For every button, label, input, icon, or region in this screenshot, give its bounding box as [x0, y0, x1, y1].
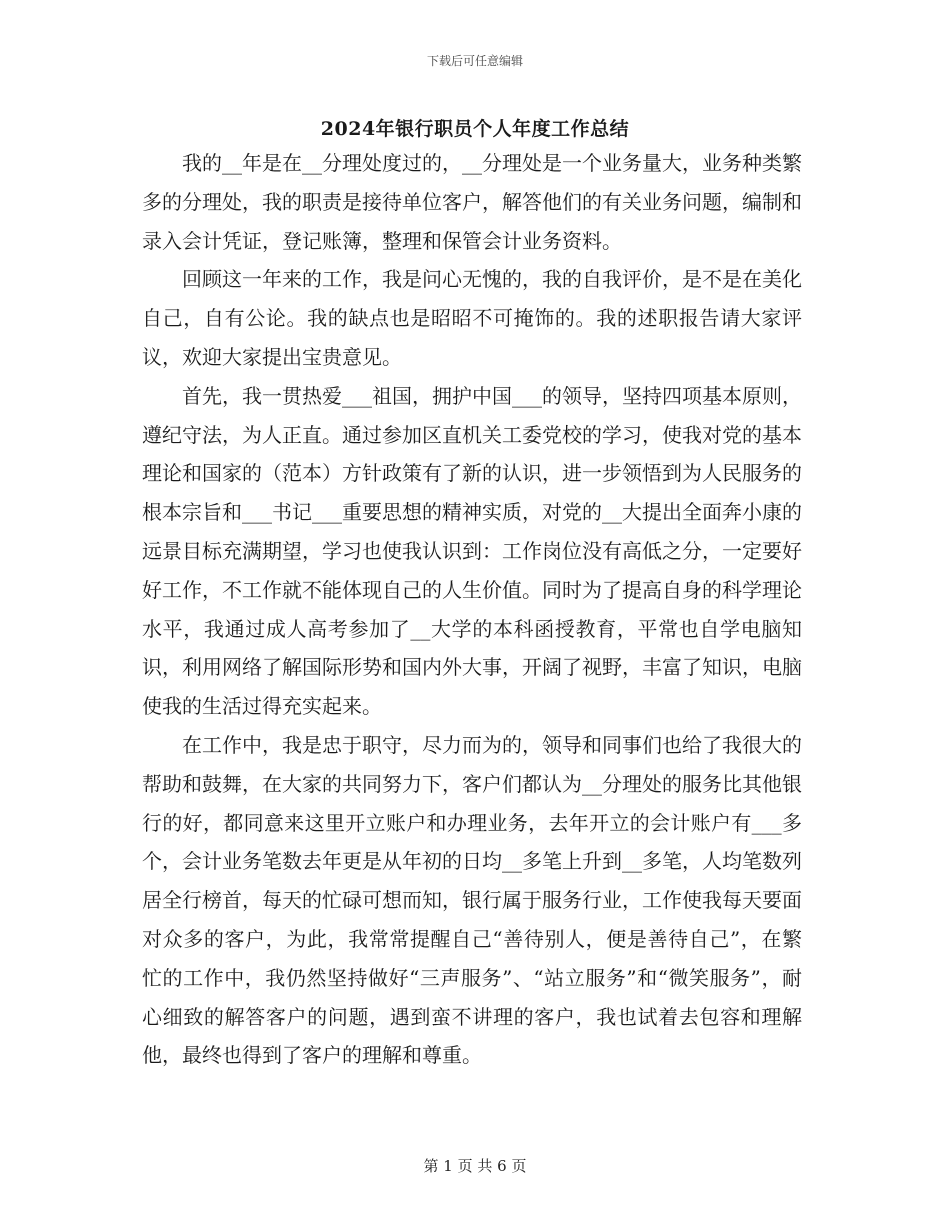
header-note: 下载后可任意编辑: [426, 54, 523, 68]
paragraph-3: 首先，我一贯热爱___祖国，拥护中国___的领导，坚持四项基本原则，遵纪守法，为人正直。通过参加区直机关工委党校的学习，使我对党的基本理论和国家的（范本）方针政策有了新的认识，进一步领悟到为人民服务的根本宗旨和___书记___重要思想的精神实质，对党的__大提出全面奔小康的远景目标充满期望，学习也使我认识到：工作岗位没有高低之分，一定要好好工作，不工作就不能体现自己的人生价值。同时为了提高自身的科学理论水平，我通过成人高考参加了__大学的本科函授教育，平常也自学电脑知识，利用网络了解国际形势和国内外大事，开阔了视野，丰富了知识，电脑使我的生活过得充实起来。: [142, 383, 802, 719]
paragraph-4: 在工作中，我是忠于职守，尽力而为的，领导和同事们也给了我很大的帮助和鼓舞，在大家的共同努力下，客户们都认为__分理处的服务比其他银行的好，都同意来这里开立账户和办理业务，去年开立的会计账户有___多个，会计业务笔数去年更是从年初的日均__多笔上升到__多笔，人均笔数列居全行榜首，每天的忙碌可想而知，银行属于服务行业，工作使我每天要面对众多的客户，为此，我常常提醒自己“善待别人，便是善待自己”，在繁忙的工作中，我仍然坚持做好“三声服务”、“站立服务”和“微笑服务”，耐心细致的解答客户的问题，遇到蛮不讲理的客户，我也试着去包容和理解他，最终也得到了客户的理解和尊重。: [142, 732, 802, 1068]
page-footer: 第 1 页 共 6 页: [423, 1157, 527, 1175]
paragraph-2: 回顾这一年来的工作，我是问心无愧的，我的自我评价，是不是在美化自己，自有公论。我的缺点也是昭昭不可掩饰的。我的述职报告请大家评议，欢迎大家提出宝贵意见。: [142, 267, 802, 369]
document-body: [142, 144, 802, 1075]
paragraph-1: 我的__年是在__分理处度过的，__分理处是一个业务量大，业务种类繁多的分理处，我的职责是接待单位客户，解答他们的有关业务问题，编制和录入会计凭证，登记账簿，整理和保管会计业务资料。: [142, 151, 802, 253]
document-title: 2024年银行职员个人年度工作总结: [320, 118, 630, 140]
